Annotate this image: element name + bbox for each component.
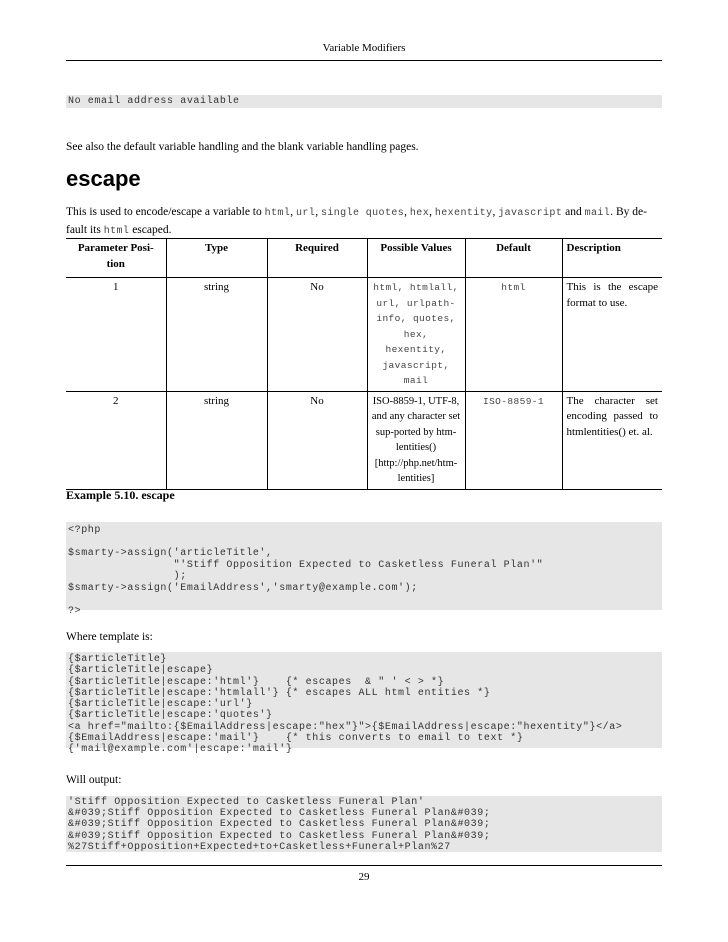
example-title: Example 5.10. escape (66, 488, 175, 502)
desc-text: and (562, 206, 585, 218)
desc-text: escaped. (129, 224, 172, 236)
cell-required: No (267, 391, 367, 489)
output-label: Will output: (66, 774, 122, 786)
running-header: Variable Modifiers (322, 42, 406, 54)
php-code-block: <?php $smarty->assign('articleTitle', "'Stiff Opposition Expected to Casketless Funeral Plan'" ); $smarty->assign('EmailAddress','smarty@example.com'); ?> (66, 522, 662, 610)
header-default: Default (465, 239, 562, 278)
header-description: Description (562, 239, 662, 278)
desc-code: html (264, 208, 291, 219)
desc-text: . By de- (610, 206, 647, 218)
cell-position: 2 (66, 391, 166, 489)
parameters-table-frame (66, 238, 662, 490)
header-type: Type (166, 239, 267, 278)
cell-required: No (267, 278, 367, 392)
cell-possible-values: ISO-8859-1, UTF-8, and any character set sup-ported by htm-lentities() [http://php.net/htm-lentities] (367, 391, 465, 489)
cell-type: string (166, 278, 267, 392)
desc-code: html (103, 226, 130, 237)
desc-text: , (404, 206, 410, 218)
template-code-block: {$articleTitle} {$articleTitle|escape} {$articleTitle|escape:'html'} {* escapes & " ' < > *} {$articleTitle|escape:'htmlall'} {* escapes ALL html entities *} {$articleTitle|escape:'url'} {$articleTitle|escape:'quotes'} <a href="mailto:{$EmailAddress|escape:"hex"}">{$EmailAddress|escape:"hexentity"}</a> {$EmailAddress|escape:'mail'} {* this converts to email to text *} {'mail@example.com'|escape:'mail'} (66, 652, 662, 748)
desc-text: , (429, 206, 435, 218)
desc-code: mail (584, 208, 611, 219)
top-code-block: No email address available (66, 95, 662, 108)
see-also-text: See also the default variable handling and the blank variable handling pages. (66, 141, 419, 153)
section-description (66, 204, 662, 240)
cell-description: The character set encoding passed to htmlentities() et. al. (562, 391, 662, 489)
cell-default: html (465, 278, 562, 392)
footer-rule (66, 865, 662, 866)
desc-text: , (492, 206, 499, 218)
page-number: 29 (358, 871, 370, 883)
cell-possible-values: html, htmlall, url, urlpath-info, quotes, hex, hexentity, javascript, mail (367, 278, 465, 392)
cell-description: This is the escape format to use. (562, 278, 662, 392)
desc-text: , (290, 206, 296, 218)
output-code-block: 'Stiff Opposition Expected to Casketless Funeral Plan' &#039;Stiff Opposition Expected to Casketless Funeral Plan&#039; &#039;Stiff Opposition Expected to Casketless Funeral Plan&#039; &#039;Stiff Opposition Expected to Casketless Funeral Plan&#039; %27Stiff+Opposition+Expected+to+Casketless+Funeral+Plan%27 (66, 796, 662, 852)
table-row (66, 391, 662, 489)
header-parameter-position: Parameter Posi- tion (66, 239, 166, 278)
desc-code: javascript (498, 208, 563, 219)
cell-type: string (166, 391, 267, 489)
cell-default: ISO-8859-1 (465, 391, 562, 489)
desc-text: , (315, 206, 321, 218)
header-possible-values: Possible Values (367, 239, 465, 278)
desc-code: single quotes (320, 208, 405, 219)
where-label: Where template is: (66, 631, 153, 643)
section-title: escape (66, 166, 141, 191)
desc-text: This is used to encode/escape a variable to (66, 206, 265, 218)
desc-text: fault its (66, 224, 104, 236)
parameters-table (66, 239, 662, 489)
desc-code: url (295, 208, 316, 219)
header-required: Required (267, 239, 367, 278)
cell-position: 1 (113, 281, 119, 293)
table-header-row (66, 239, 662, 278)
table-row (66, 278, 662, 392)
desc-code: hex (409, 208, 430, 219)
header-rule (66, 60, 662, 61)
desc-code: hexentity (434, 208, 493, 219)
